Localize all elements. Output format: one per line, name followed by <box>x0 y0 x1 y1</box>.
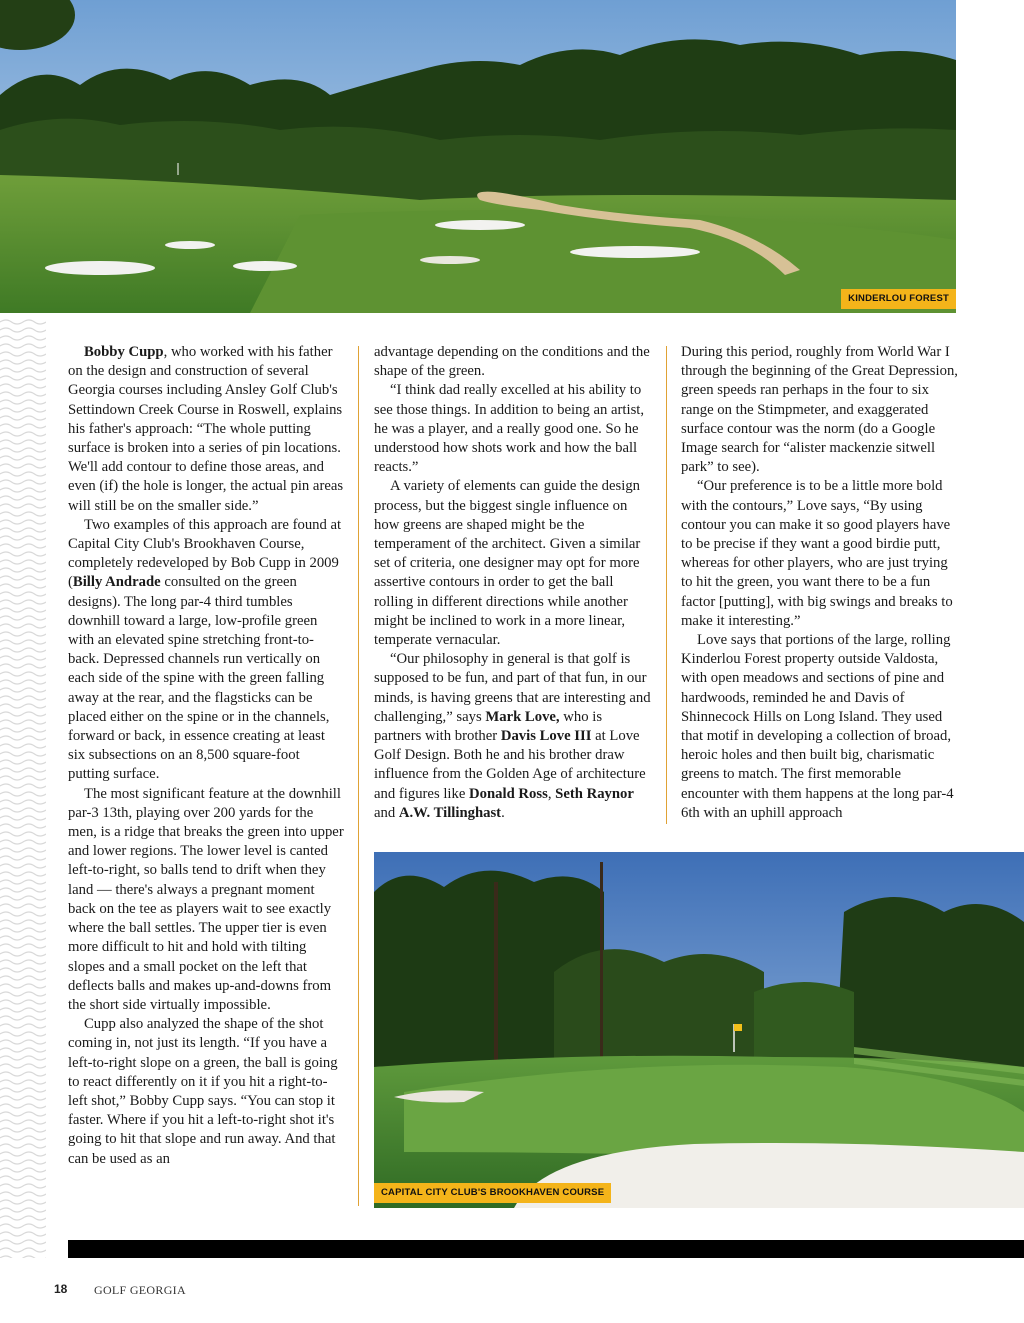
bottom-photo-caption: CAPITAL CITY CLUB'S BROOKHAVEN COURSE <box>374 1183 611 1203</box>
magazine-name: GOLF GEORGIA <box>94 1283 186 1297</box>
article-column-3 <box>681 343 959 823</box>
name-billy-andrade: Billy Andrade <box>72 574 161 591</box>
article-column-1 <box>68 343 344 1169</box>
paragraph: “Our preference is to be a little more bold with the contours,” Love says, “By using contour you can make it so good players have to be precise if they want a good birdie putt, whereas for other players, who are just trying to hit the green, you want there to be a fun factor [putting], with big swings and breaks to make it interesting.” <box>681 478 953 629</box>
name-bobby-cupp: Bobby Cupp <box>84 344 164 360</box>
name-tillinghast: A.W. Tillinghast <box>398 804 502 821</box>
paragraph: Cupp also analyzed the shape of the shot coming in, not just its length. “If you have a left-to-right slope on a green, the ball is going to react differently on it if you hit a right-to-left shot,” Bobby Cupp says. “You can stop it faster. Where if you hit a left-to-right shot it's going to hit that slope and run away. And that can be used as an <box>68 1016 338 1167</box>
name-donald-ross: Donald Ross <box>469 785 548 802</box>
name-seth-raynor: Seth Raynor <box>555 785 634 802</box>
paragraph: Two examples of this approach are found at Capital City Club's Brookhaven Course, completely redeveloped by Bob Cupp in 2009 (Billy Andrade consulted on the green designs). The long par-4 third tumbles downhill toward a large, low-profile green with an elevated spine stretching front-to-back. Depressed channels run vertically on each side of the spine with the green falling away at the rear, and the flagsticks can be placed either on the spine or in the channels, forward or back, in essence creating at least six subsections on an 8,500 square-foot putting surface. <box>68 516 342 783</box>
paragraph: “I think dad really excelled at his ability to see those things. In addition to being an artist, he was a player, and a really good one. So he understood how shots work and how the ball reacts.” <box>374 382 645 476</box>
footer-bar <box>68 1240 1024 1258</box>
paragraph: “Our philosophy in general is that golf is supposed to be fun, and part of that fun, in our minds, is having greens that are interesting and challenging,” says Mark Love, who is partners with brother Davis Love III at Love Golf Design. Both he and his brother draw influence from the Golden Age of architecture and figures like Donald Ross, Seth Raynor and A.W. Tillinghast. <box>374 651 651 821</box>
kinderlou-forest-photo <box>0 0 956 313</box>
column-divider <box>358 346 359 1206</box>
paragraph: Bobby Cupp, who worked with his father on the design and construction of several Georgia courses including Ansley Golf Club's Settindown Creek Course in Roswell, explains his father's approach: “The whole putting surface is broken into a series of pin locations. We'll add contour to define those areas, and even (if) the hole is longer, the actual pin areas will still be on the smaller side.” <box>68 344 344 514</box>
top-photo-caption: KINDERLOU FOREST <box>841 289 956 309</box>
paragraph: During this period, roughly from World War I through the beginning of the Great Depression, green speeds ran perhaps in the four to six range on the Stimpmeter, and exaggerated surface contour was the norm (do a Google Image search for “alister mackenzie sitwell park” to see). <box>681 344 958 476</box>
paragraph: advantage depending on the conditions and the shape of the green. <box>374 344 650 380</box>
brookhaven-course-photo <box>374 852 1024 1208</box>
paragraph: Love says that portions of the large, rolling Kinderlou Forest property outside Valdosta, with open meadows and sections of pine and hardwoods, reminded he and Davis of Shinnecock Hills on Long Island. They used that motif in developing a collection of broad, heroic holes and then built big, charismatic greens to match. The first memorable encounter with them happens at the long par-4 6th with an uphill approach <box>681 632 954 821</box>
page-number: 18 <box>54 1282 68 1296</box>
article-column-2 <box>374 343 652 823</box>
name-mark-love: Mark Love, <box>485 708 560 725</box>
decorative-wave-pattern <box>0 318 46 1258</box>
paragraph: A variety of elements can guide the design process, but the biggest single influence on how greens are shaped might be the temperament of the architect. Given a similar set of criteria, one designer may opt for more assertive contours in order to get the ball rolling in different directions while another might be inclined to work in a more linear, temperate vernacular. <box>374 478 641 649</box>
paragraph: The most significant feature at the downhill par-3 13th, playing over 200 yards for the men, is a ridge that breaks the green into upper and lower regions. The lower level is canted left-to-right, so balls tend to drift when they land — there's always a pregnant moment back on the tee as players wait to see exactly where the ball settles. The upper tier is even more difficult to hit and hold with tilting slopes and a small pocket on the left that deflects balls and makes up-and-downs from the short side virtually impossible. <box>68 785 344 1013</box>
column-divider <box>666 346 667 824</box>
name-davis-love: Davis Love III <box>500 728 592 745</box>
